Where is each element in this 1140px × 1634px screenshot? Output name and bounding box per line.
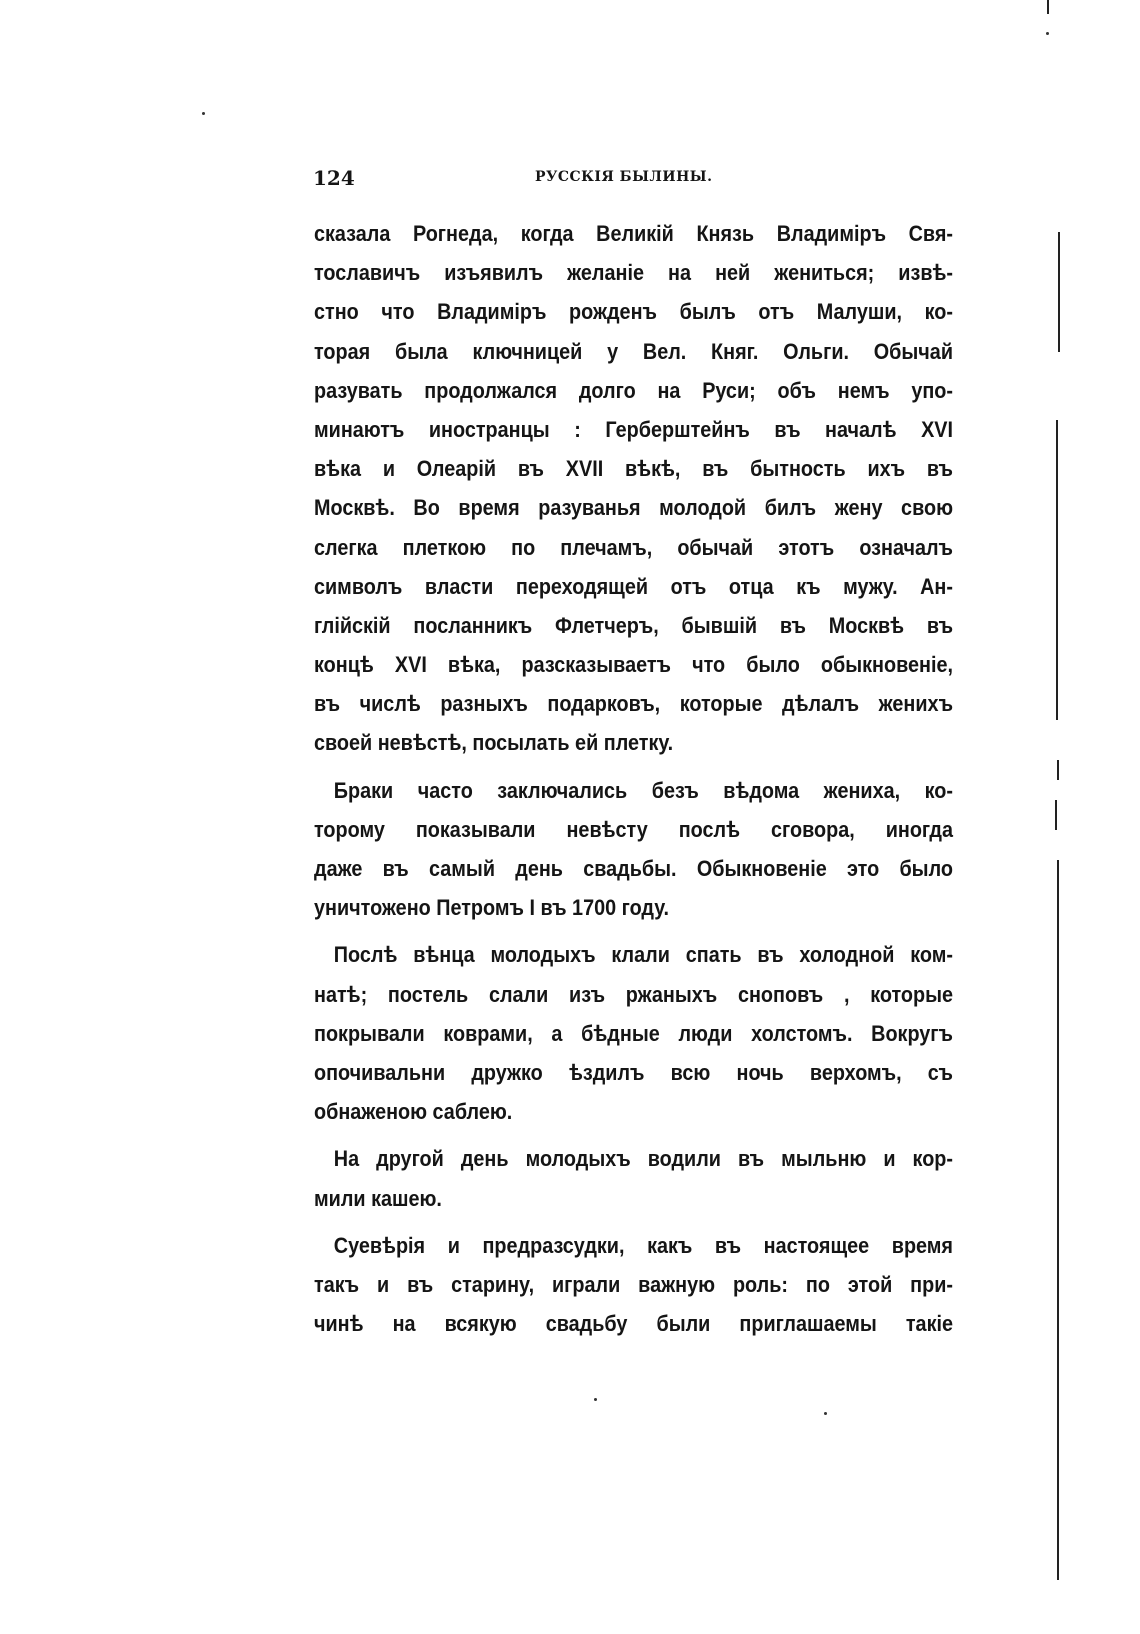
text-line: символъ власти переходящей отъ отца къ мужу. Ан-	[314, 573, 953, 599]
text-line: чинѣ на всякую свадьбу были приглашаемы такіе	[314, 1311, 953, 1337]
text-line: покрывали коврами, а бѣдные люди холстомъ. Вокругъ	[314, 1020, 953, 1046]
text-line: Браки часто заключались безъ вѣдома жениха, ко-	[333, 777, 953, 803]
paragraph-5	[314, 1226, 953, 1344]
body-text	[314, 214, 953, 1343]
text-line: натѣ; постель слали изъ ржаныхъ сноповъ , которые	[314, 981, 953, 1007]
text-line: Послѣ вѣнца молодыхъ клали спать въ холодной ком-	[333, 942, 953, 968]
text-line: минаютъ иностранцы : Герберштейнъ въ началѣ XVI	[314, 416, 953, 442]
text-line: торому показывали невѣсту послѣ сговора, иногда	[314, 816, 953, 842]
scan-speck	[202, 112, 205, 115]
text-line: въ числѣ разныхъ подарковъ, которые дѣлалъ женихъ	[314, 691, 953, 717]
text-line: такъ и въ старину, играли важную роль: по этой при-	[314, 1271, 953, 1297]
paragraph-2	[314, 771, 953, 928]
text-line: Суевѣрія и предразсудки, какъ въ настоящее время	[333, 1232, 953, 1258]
text-line: На другой день молодыхъ водили въ мыльню и кор-	[333, 1146, 953, 1172]
text-line: обнаженою саблею.	[314, 1099, 513, 1125]
text-line: стно что Владиміръ рожденъ былъ отъ Малуши, ко-	[314, 299, 953, 325]
scan-speck	[1046, 32, 1049, 35]
paragraph-1	[314, 214, 953, 763]
scan-edge-mark	[1055, 800, 1057, 830]
text-line: разувать продолжался долго на Руси; объ немъ упо-	[314, 377, 953, 403]
scan-edge-mark	[1057, 860, 1059, 1580]
text-line: слегка плеткою по плечамъ, обычай этотъ означалъ	[314, 534, 953, 560]
text-line: даже въ самый день свадьбы. Обыкновеніе это было	[314, 856, 953, 881]
scan-speck	[594, 1398, 597, 1401]
scan-edge-mark	[1058, 232, 1060, 352]
text-line: глійскій посланникъ Флетчеръ, бывшій въ Москвѣ въ	[314, 612, 953, 638]
scan-edge-mark	[1056, 420, 1058, 720]
text-line: вѣка и Олеарій въ XVII вѣкѣ, въ бытность ихъ въ	[314, 456, 953, 482]
scan-edge-mark	[1047, 0, 1049, 14]
text-line: уничтожено Петромъ I въ 1700 году.	[314, 895, 670, 921]
text-line: торая была ключницей у Вел. Княг. Ольги. Обычай	[314, 338, 953, 364]
text-line: тославичъ изъявилъ желаніе на ней жениться; извѣ-	[314, 260, 953, 286]
paragraph-3	[314, 935, 953, 1131]
text-line: концѣ XVI вѣка, разсказываетъ что было обыкновеніе,	[314, 652, 953, 678]
running-title: РУССКІЯ БЫЛИНЫ.	[535, 169, 713, 185]
scan-speck	[824, 1412, 827, 1415]
page-number: 124	[313, 166, 355, 190]
text-line: своей невѣстѣ, посылать ей плетку.	[314, 730, 674, 756]
text-line: опочивальни дружко ѣздилъ всю ночь верхомъ, съ	[314, 1059, 953, 1085]
scan-edge-mark	[1057, 760, 1059, 780]
text-line: сказала Рогнеда, когда Великій Князь Владиміръ Свя-	[314, 221, 953, 246]
text-line: Москвѣ. Во время разуванья молодой билъ жену свою	[314, 495, 953, 521]
page-header	[313, 166, 953, 190]
paragraph-4	[314, 1139, 953, 1217]
text-line: мили кашею.	[314, 1185, 442, 1211]
